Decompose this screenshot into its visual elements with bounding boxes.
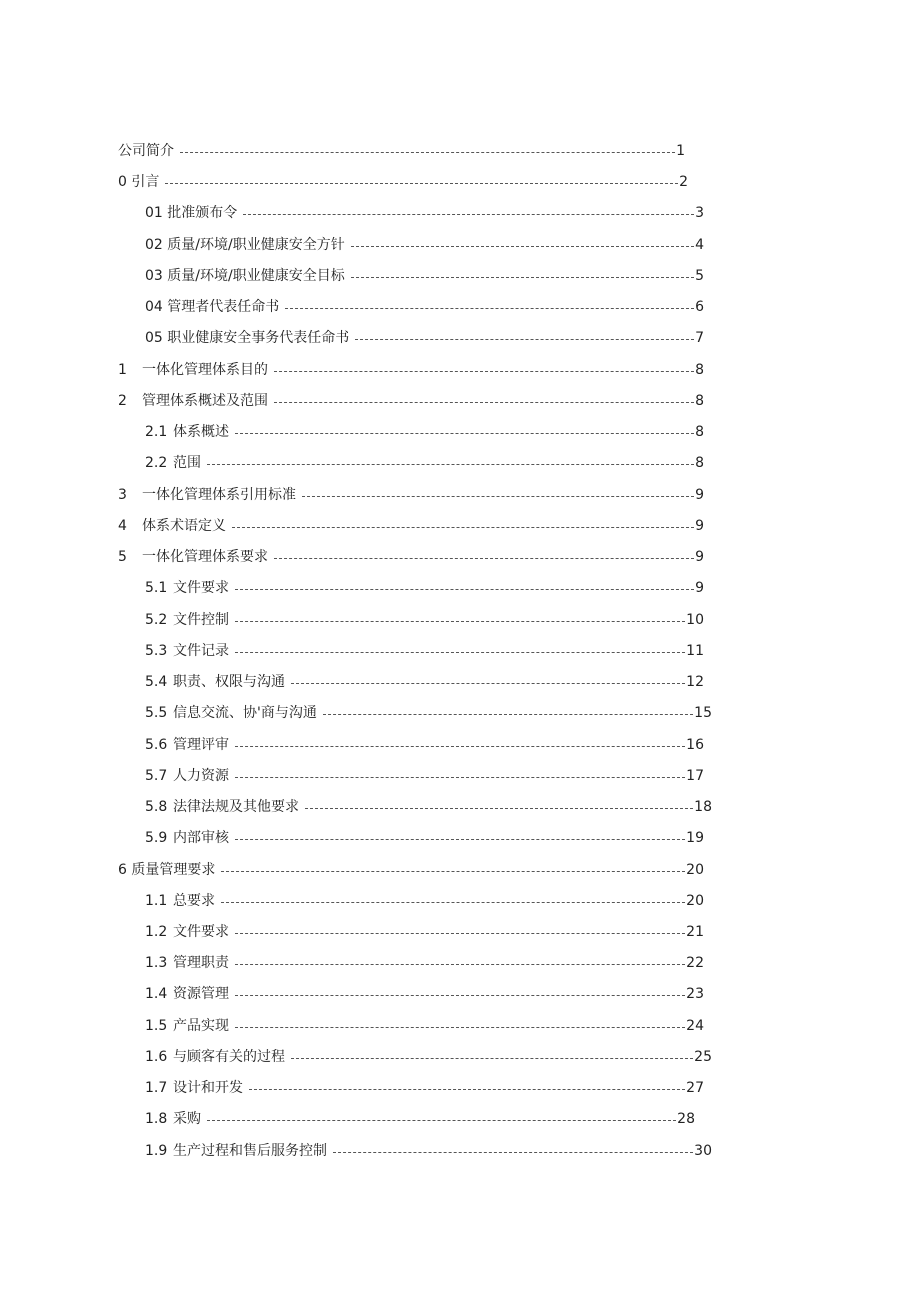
toc-entry-title: 产品实现	[173, 1018, 229, 1034]
toc-entry-title: 与顾客有关的过程	[173, 1049, 285, 1065]
toc-entry[interactable]	[118, 859, 704, 881]
toc-entry-page-number: 28	[677, 1111, 695, 1127]
toc-dot-leader	[235, 933, 685, 934]
toc-dot-leader	[232, 527, 694, 528]
toc-entry[interactable]	[145, 327, 704, 349]
toc-dot-leader	[235, 995, 685, 996]
toc-entry-title: 03 质量/环境/职业健康安全目标	[145, 268, 345, 284]
toc-entry-page-number: 2	[679, 174, 688, 190]
toc-entry-number: 1.7	[145, 1080, 168, 1096]
toc-entry-number: 5.4	[145, 674, 168, 690]
toc-entry-page-number: 8	[695, 393, 704, 409]
toc-dot-leader	[235, 652, 685, 653]
toc-entry-title: 信息交流、协'商与沟通	[173, 705, 317, 721]
toc-dot-leader	[291, 683, 685, 684]
toc-entry-page-number: 23	[686, 986, 704, 1002]
toc-entry-title: 采购	[173, 1111, 201, 1127]
toc-entry-number: 2.2	[145, 455, 168, 471]
toc-entry-number: 5.5	[145, 705, 168, 721]
toc-entry-title: 生产过程和售后服务控制	[173, 1143, 327, 1159]
toc-dot-leader	[291, 1058, 693, 1059]
toc-entry[interactable]	[145, 890, 704, 912]
toc-entry-title: 资源管理	[173, 986, 229, 1002]
toc-entry[interactable]	[118, 359, 704, 381]
toc-entry-title: 体系术语定义	[142, 518, 226, 534]
toc-entry-page-number: 20	[686, 862, 704, 878]
toc-entry[interactable]	[145, 765, 704, 787]
toc-entry-page-number: 5	[695, 268, 704, 284]
toc-entry-page-number: 25	[694, 1049, 712, 1065]
toc-dot-leader	[243, 214, 694, 215]
toc-entry-number: 4	[118, 518, 127, 534]
toc-entry-title: 0 引言	[118, 174, 160, 190]
toc-dot-leader	[323, 714, 693, 715]
toc-entry-number: 1.4	[145, 986, 168, 1002]
toc-dot-leader	[235, 964, 685, 965]
toc-entry-title: 05 职业健康安全事务代表任命书	[145, 330, 350, 346]
toc-entry-title: 一体化管理体系目的	[142, 362, 268, 378]
toc-entry-page-number: 18	[694, 799, 712, 815]
toc-dot-leader	[221, 902, 685, 903]
toc-entry-title: 管理职责	[173, 955, 229, 971]
toc-entry-title: 法律法规及其他要求	[173, 799, 299, 815]
toc-entry[interactable]	[118, 390, 704, 412]
toc-entry[interactable]	[145, 1077, 704, 1099]
toc-entry-page-number: 9	[695, 580, 704, 596]
toc-entry-page-number: 8	[695, 362, 704, 378]
toc-entry-page-number: 22	[686, 955, 704, 971]
toc-dot-leader	[274, 402, 694, 403]
toc-entry-number: 5.8	[145, 799, 168, 815]
toc-dot-leader	[285, 308, 694, 309]
toc-dot-leader	[351, 246, 694, 247]
toc-entry[interactable]	[145, 234, 704, 256]
toc-entry[interactable]	[118, 171, 688, 193]
toc-entry[interactable]	[118, 546, 704, 568]
toc-entry-page-number: 12	[686, 674, 704, 690]
toc-entry-page-number: 3	[695, 205, 704, 221]
toc-entry-number: 1.2	[145, 924, 168, 940]
toc-dot-leader	[274, 371, 694, 372]
toc-entry-page-number: 9	[695, 549, 704, 565]
toc-entry[interactable]	[145, 296, 704, 318]
toc-entry[interactable]	[145, 734, 704, 756]
toc-dot-leader	[235, 1027, 685, 1028]
toc-dot-leader	[235, 621, 685, 622]
toc-entry-number: 3	[118, 487, 127, 503]
toc-entry-page-number: 27	[686, 1080, 704, 1096]
toc-dot-leader	[302, 496, 694, 497]
toc-dot-leader	[235, 433, 694, 434]
toc-entry[interactable]	[145, 796, 712, 818]
toc-entry-page-number: 30	[694, 1143, 712, 1159]
toc-dot-leader	[235, 746, 685, 747]
toc-entry-number: 1.5	[145, 1018, 168, 1034]
toc-entry-number: 5	[118, 549, 127, 565]
toc-entry[interactable]	[145, 952, 704, 974]
toc-dot-leader	[351, 277, 694, 278]
toc-entry-title: 内部审核	[173, 830, 229, 846]
toc-entry[interactable]	[145, 1108, 695, 1130]
toc-entry-title: 一体化管理体系要求	[142, 549, 268, 565]
toc-entry[interactable]	[145, 421, 704, 443]
toc-entry[interactable]	[145, 1140, 712, 1162]
toc-entry-title: 公司简介	[118, 143, 174, 159]
toc-entry-title: 02 质量/环境/职业健康安全方针	[145, 237, 345, 253]
toc-entry[interactable]	[145, 577, 704, 599]
toc-dot-leader	[235, 777, 685, 778]
toc-entry-title: 职责、权限与沟通	[173, 674, 285, 690]
toc-entry-page-number: 1	[676, 143, 685, 159]
toc-entry-page-number: 24	[686, 1018, 704, 1034]
toc-entry[interactable]	[145, 827, 704, 849]
toc-entry-title: 设计和开发	[173, 1080, 243, 1096]
toc-entry-number: 5.1	[145, 580, 168, 596]
toc-entry-number: 1.3	[145, 955, 168, 971]
toc-dot-leader	[355, 339, 694, 340]
toc-entry-page-number: 15	[694, 705, 712, 721]
toc-entry-page-number: 11	[686, 643, 704, 659]
toc-entry-page-number: 21	[686, 924, 704, 940]
toc-entry-page-number: 4	[695, 237, 704, 253]
toc-entry-page-number: 17	[686, 768, 704, 784]
toc-entry-number: 1.6	[145, 1049, 168, 1065]
toc-entry-title: 管理评审	[173, 737, 229, 753]
toc-entry-page-number: 16	[686, 737, 704, 753]
toc-entry-page-number: 7	[695, 330, 704, 346]
toc-dot-leader	[221, 871, 685, 872]
toc-entry[interactable]	[145, 1046, 712, 1068]
toc-entry-number: 1.1	[145, 893, 168, 909]
toc-entry[interactable]	[118, 515, 704, 537]
toc-entry-number: 1	[118, 362, 127, 378]
toc-dot-leader	[207, 464, 694, 465]
toc-entry-title: 一体化管理体系引用标准	[142, 487, 296, 503]
toc-entry[interactable]	[118, 484, 704, 506]
toc-entry-number: 5.9	[145, 830, 168, 846]
toc-entry-number: 1.8	[145, 1111, 168, 1127]
toc-entry[interactable]	[145, 609, 704, 631]
toc-entry-title: 范围	[173, 455, 201, 471]
toc-entry[interactable]	[145, 921, 704, 943]
toc-dot-leader	[235, 589, 694, 590]
toc-entry-title: 文件控制	[173, 612, 229, 628]
toc-entry-number: 1.9	[145, 1143, 168, 1159]
toc-entry-page-number: 10	[686, 612, 704, 628]
toc-entry[interactable]	[145, 1015, 704, 1037]
toc-entry[interactable]	[145, 983, 704, 1005]
toc-entry-title: 总要求	[173, 893, 215, 909]
toc-dot-leader	[274, 558, 694, 559]
toc-entry-title: 文件记录	[173, 643, 229, 659]
toc-entry-title: 04 管理者代表任命书	[145, 299, 280, 315]
toc-entry-title: 体系概述	[173, 424, 229, 440]
toc-entry-number: 2	[118, 393, 127, 409]
toc-entry-title: 01 批准颁布令	[145, 205, 238, 221]
toc-entry-title: 人力资源	[173, 768, 229, 784]
toc-entry-number: 5.7	[145, 768, 168, 784]
toc-dot-leader	[165, 183, 678, 184]
toc-dot-leader	[333, 1152, 693, 1153]
toc-entry[interactable]	[145, 202, 704, 224]
toc-dot-leader	[180, 152, 675, 153]
toc-entry-page-number: 8	[695, 455, 704, 471]
toc-dot-leader	[249, 1089, 685, 1090]
toc-entry-number: 5.2	[145, 612, 168, 628]
toc-entry[interactable]	[145, 671, 704, 693]
toc-entry-number: 5.6	[145, 737, 168, 753]
toc-entry-page-number: 9	[695, 487, 704, 503]
toc-entry-page-number: 6	[695, 299, 704, 315]
toc-entry[interactable]	[145, 640, 704, 662]
toc-entry-page-number: 19	[686, 830, 704, 846]
toc-entry-title: 文件要求	[173, 924, 229, 940]
toc-entry[interactable]	[145, 452, 704, 474]
toc-entry-title: 管理体系概述及范围	[142, 393, 268, 409]
toc-entry-number: 2.1	[145, 424, 168, 440]
toc-entry[interactable]	[118, 140, 685, 162]
toc-dot-leader	[305, 808, 693, 809]
toc-dot-leader	[207, 1120, 676, 1121]
toc-entry-title: 文件要求	[173, 580, 229, 596]
toc-entry[interactable]	[145, 265, 704, 287]
toc-dot-leader	[235, 839, 685, 840]
toc-entry[interactable]	[145, 702, 712, 724]
toc-entry-page-number: 20	[686, 893, 704, 909]
toc-entry-title: 6 质量管理要求	[118, 862, 216, 878]
toc-entry-page-number: 8	[695, 424, 704, 440]
toc-entry-page-number: 9	[695, 518, 704, 534]
toc-entry-number: 5.3	[145, 643, 168, 659]
